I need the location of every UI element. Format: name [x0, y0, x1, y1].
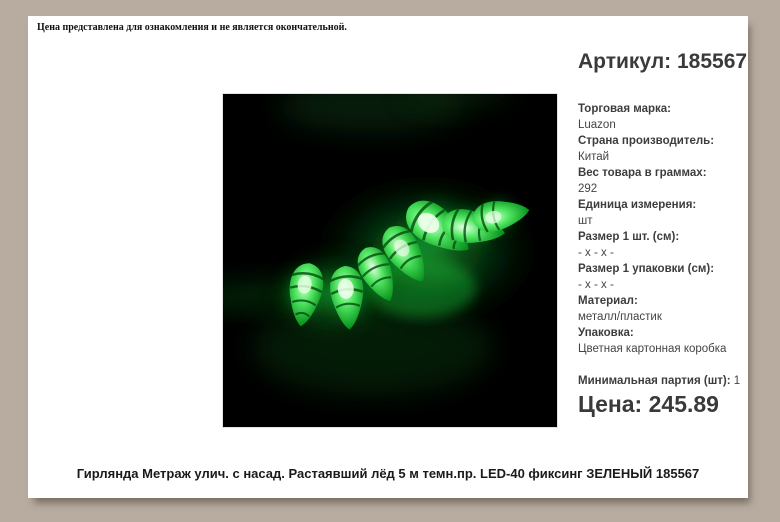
attribute-label: Торговая марка: — [578, 103, 671, 115]
product-details — [578, 50, 754, 418]
minimum-batch-label: Минимальная партия (шт): — [578, 375, 731, 387]
attribute-label: Страна производитель: — [578, 135, 715, 147]
attribute-row — [578, 325, 754, 357]
attribute-value: 292 — [578, 183, 598, 195]
attribute-row — [578, 133, 754, 165]
attribute-value: Китай — [578, 151, 610, 163]
attribute-value: металл/пластик — [578, 311, 662, 323]
product-photo — [222, 93, 558, 428]
attribute-label: Единица измерения: — [578, 199, 697, 211]
attribute-label: Размер 1 упаковки (см): — [578, 263, 715, 275]
product-title-caption: Гирлянда Метраж улич. с насад. Растаявший лёд 5 м темн.пр. LED-40 фиксинг ЗЕЛЕНЫЙ 185567 — [76, 466, 700, 481]
attribute-value: Luazon — [578, 119, 616, 131]
attribute-value: - х - х - — [578, 247, 614, 259]
green-led-garland-image — [223, 94, 557, 427]
product-card — [28, 16, 748, 498]
minimum-batch-value: 1 — [733, 375, 741, 387]
attribute-row — [578, 261, 754, 293]
attribute-row — [578, 165, 754, 197]
attribute-row — [578, 229, 754, 261]
attribute-row — [578, 101, 754, 133]
attribute-label: Размер 1 шт. (см): — [578, 231, 680, 243]
price-heading: Цена: 245.89 — [578, 391, 719, 417]
minimum-batch-line — [578, 373, 754, 389]
attribute-label: Упаковка: — [578, 327, 634, 339]
attribute-row — [578, 293, 754, 325]
article-number-heading: Артикул: 185567 — [578, 50, 748, 73]
attribute-value: - х - х - — [578, 279, 614, 291]
attribute-value: Цветная картонная коробка — [578, 343, 727, 355]
attribute-row — [578, 197, 754, 229]
attribute-value: шт — [578, 215, 593, 227]
spacer — [578, 357, 754, 373]
attribute-label: Вес товара в граммах: — [578, 167, 707, 179]
attribute-label: Материал: — [578, 295, 638, 307]
price-disclaimer: Цена представлена для ознакомления и не является окончательной. — [37, 22, 347, 33]
